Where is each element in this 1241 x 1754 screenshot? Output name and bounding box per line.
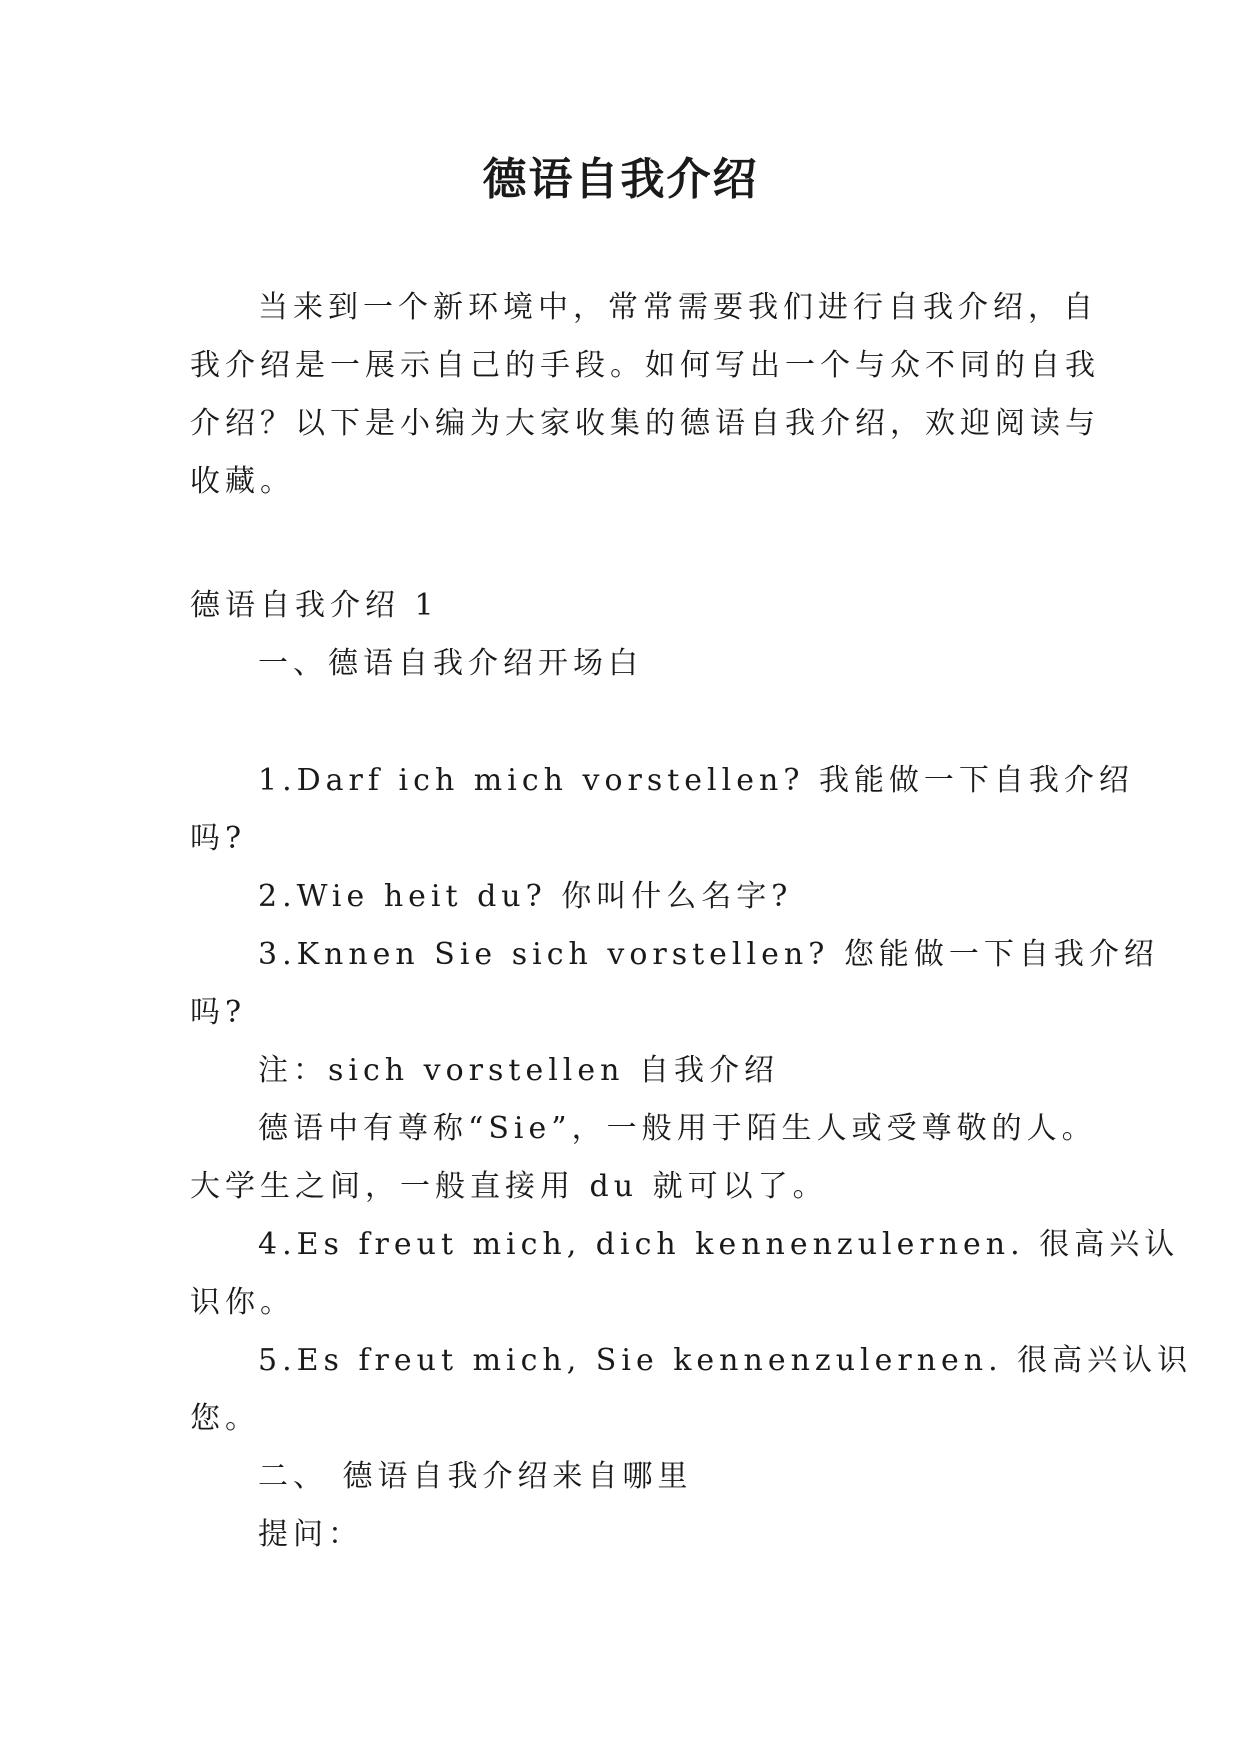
- part-1-heading: 一、德语自我介绍开场白: [258, 646, 643, 681]
- item-3-line-1: 3.Knnen Sie sich vorstellen? 您能做一下自我介绍: [258, 937, 1159, 972]
- item-2: 2.Wie heit du? 你叫什么名字?: [258, 879, 793, 914]
- intro-line-2: 我介绍是一展示自己的手段。如何写出一个与众不同的自我: [190, 348, 1100, 383]
- item-4-line-2: 识你。: [190, 1285, 295, 1320]
- section-1-heading: 德语自我介绍 1: [190, 588, 439, 623]
- item-5-line-2: 您。: [190, 1401, 260, 1436]
- note-line: 注：sich vorstellen 自我介绍: [258, 1053, 780, 1088]
- sie-note-line-1: 德语中有尊称“Sie”，一般用于陌生人或受尊敬的人。: [258, 1111, 1097, 1146]
- document-title: 德语自我介绍: [482, 154, 759, 205]
- item-4-line-1: 4.Es freut mich, dich kennenzulernen. 很高兴认: [258, 1227, 1180, 1262]
- intro-line-1: 当来到一个新环境中，常常需要我们进行自我介绍，自: [258, 290, 1098, 325]
- intro-line-4: 收藏。: [190, 464, 295, 499]
- item-5-line-1: 5.Es freut mich, Sie kennenzulernen. 很高兴认识: [258, 1343, 1193, 1378]
- sie-note-line-2: 大学生之间，一般直接用 du 就可以了。: [190, 1169, 828, 1204]
- item-1-line-1: 1.Darf ich mich vorstellen? 我能做一下自我介绍: [258, 763, 1134, 798]
- question-label: 提问：: [258, 1517, 363, 1552]
- intro-line-3: 介绍？以下是小编为大家收集的德语自我介绍，欢迎阅读与: [190, 406, 1100, 441]
- part-2-heading: 二、 德语自我介绍来自哪里: [258, 1459, 693, 1494]
- item-1-line-2: 吗?: [190, 821, 247, 856]
- item-3-line-2: 吗?: [190, 995, 247, 1030]
